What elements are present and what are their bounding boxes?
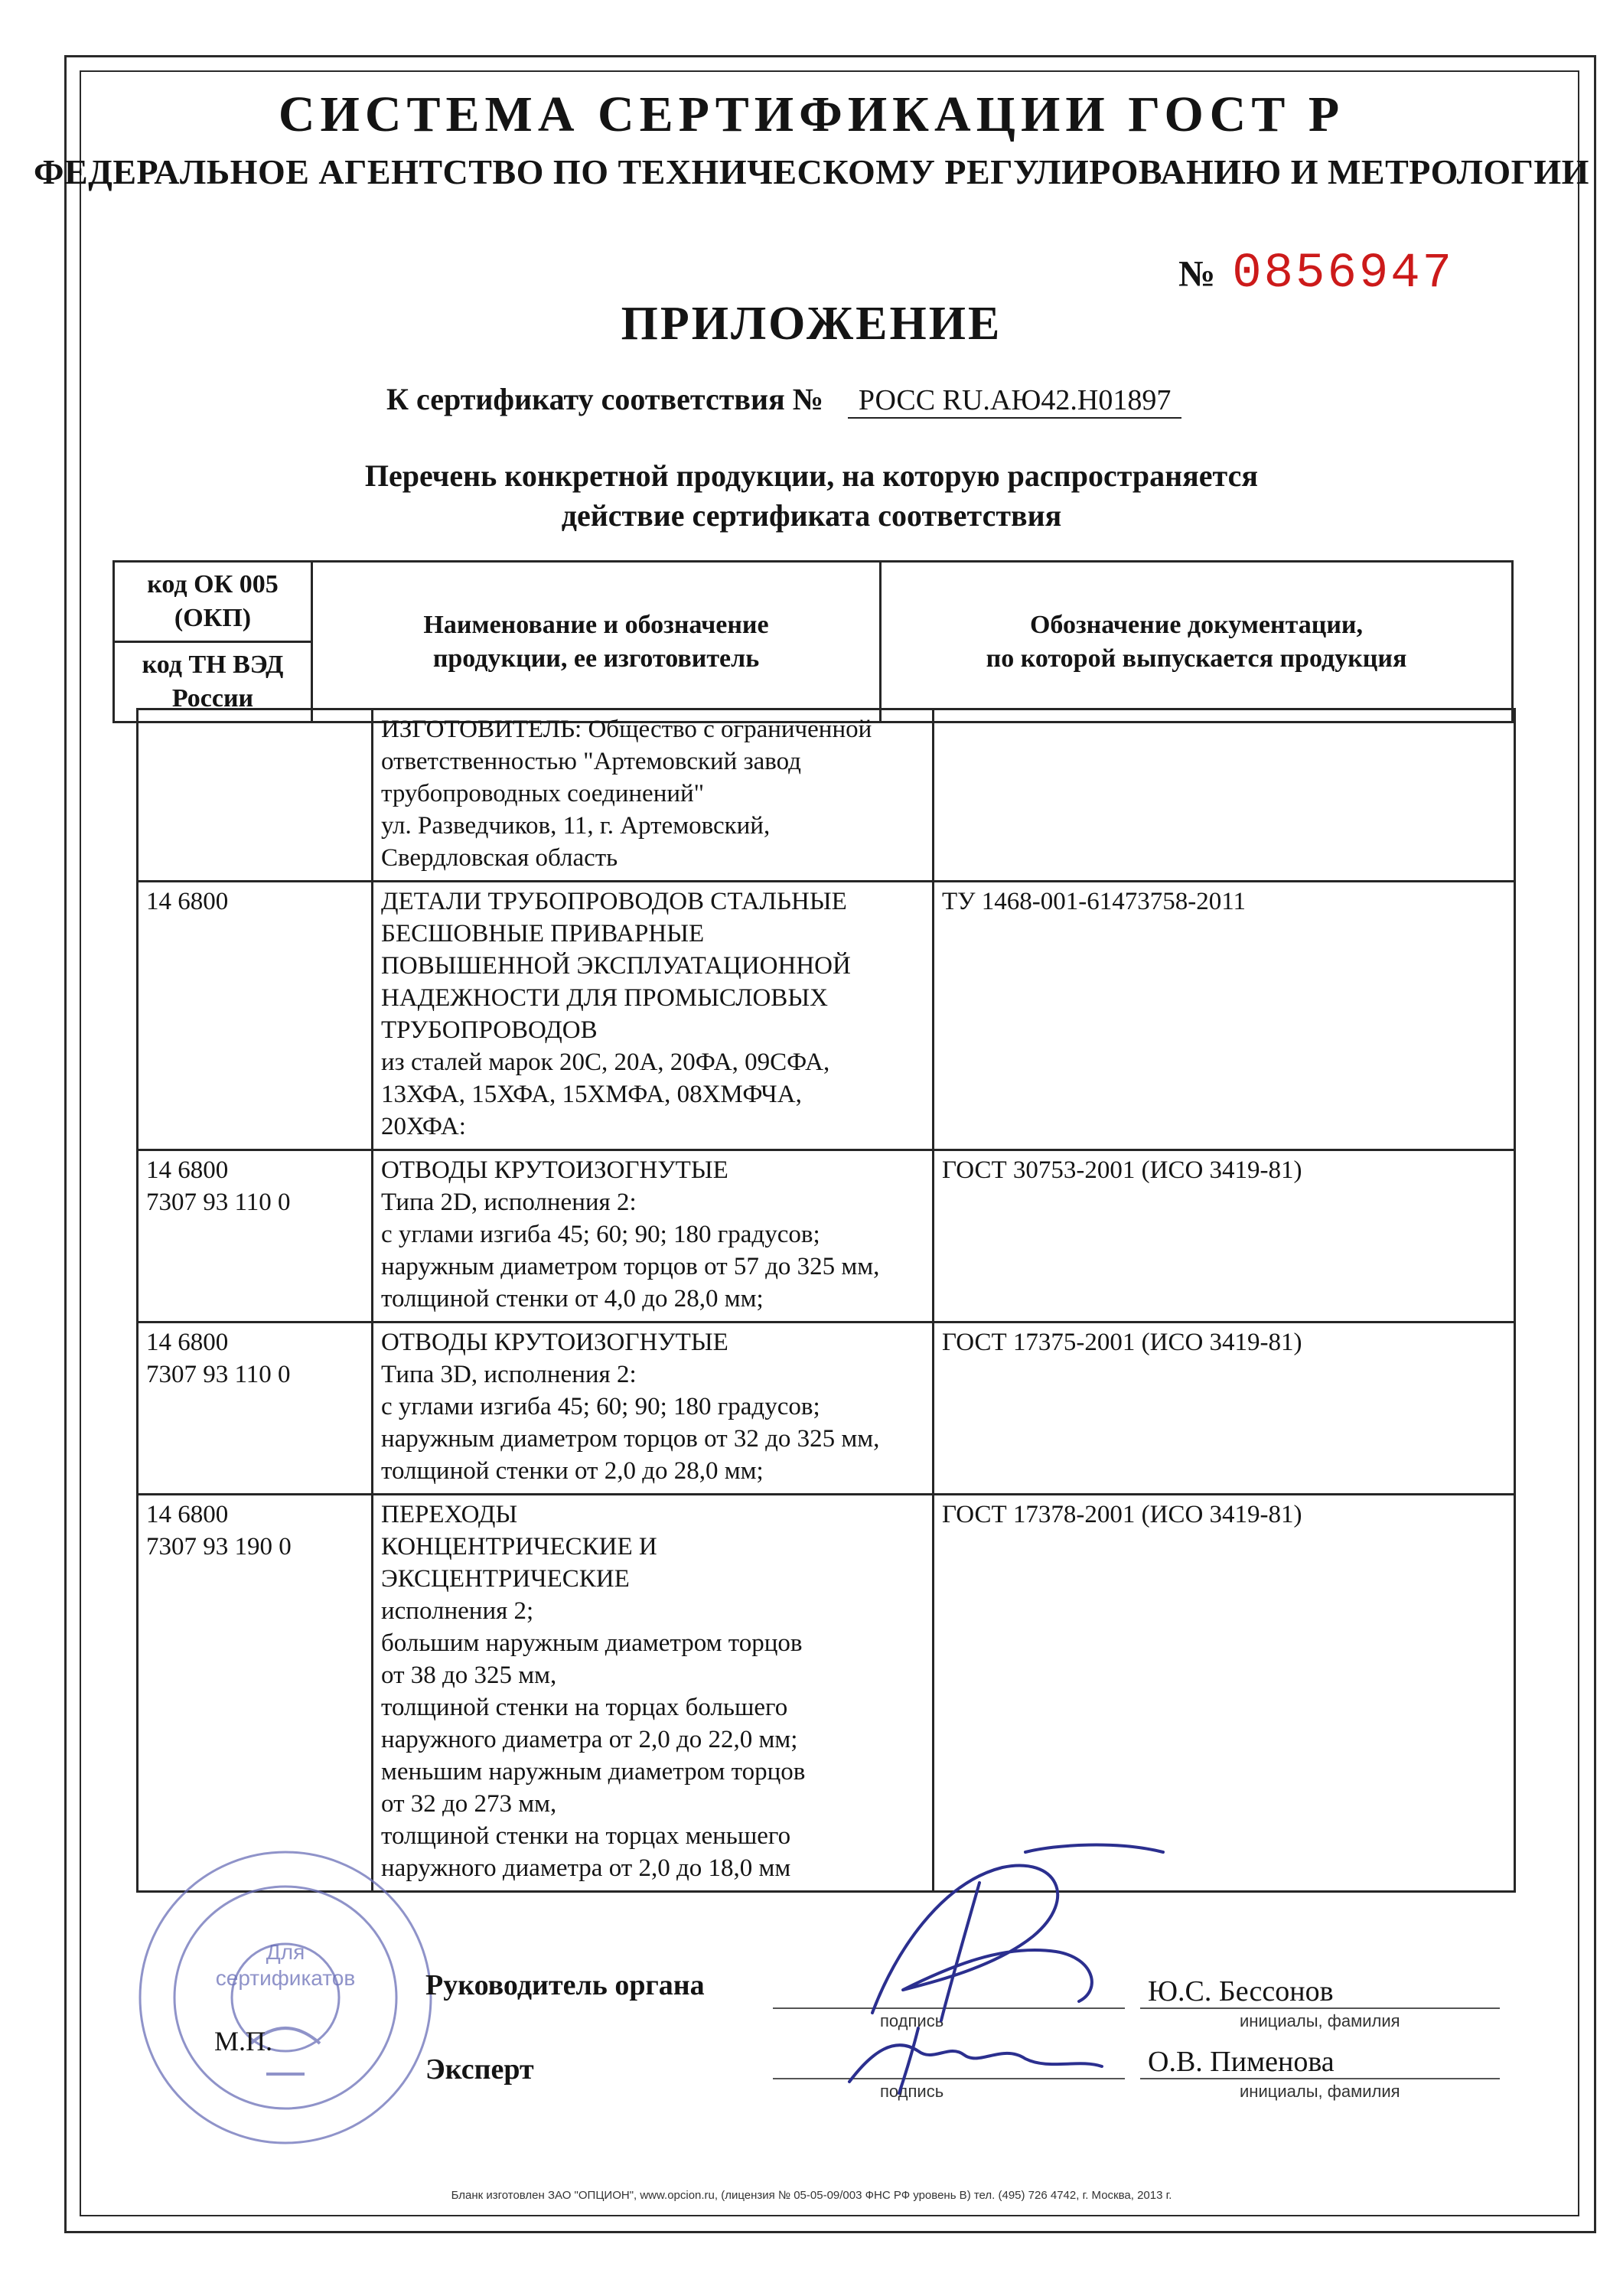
product-line: с углами изгиба 45; 60; 90; 180 градусов; [381, 1221, 820, 1248]
product-line: наружным диаметром торцов от 32 до 325 мм, [381, 1425, 880, 1453]
head-name-line [1140, 2007, 1500, 2009]
product-line: ТРУБОПРОВОДОВ [381, 1016, 598, 1044]
expert-signature-caption: подпись [880, 2082, 944, 2101]
product-line: толщиной стенки от 2,0 до 28,0 мм; [381, 1457, 764, 1485]
product-line: трубопроводных соединений" [381, 780, 705, 807]
product-line: большим наружным диаметром торцов [381, 1629, 803, 1657]
product-cell [373, 1322, 934, 1495]
product-cell [373, 1150, 934, 1322]
product-line: Типа 3D, исполнения 2: [381, 1361, 637, 1388]
product-line: ул. Разведчиков, 11, г. Артемовский, [381, 812, 771, 840]
agency-name: ФЕДЕРАЛЬНОЕ АГЕНТСТВО ПО ТЕХНИЧЕСКОМУ РЕГУЛИРОВАНИЮ И МЕТРОЛОГИИ [34, 152, 1589, 191]
document-code: ГОСТ 17375-2001 (ИСО 3419-81) [942, 1329, 1302, 1356]
product-line: наружным диаметром торцов от 57 до 325 мм, [381, 1253, 880, 1280]
stamp-text: Для [266, 1940, 305, 1964]
handwritten-signatures [826, 1837, 1178, 2097]
product-line: ИЗГОТОВИТЕЛЬ: Общество с ограниченной [381, 716, 872, 743]
document-cell [934, 1150, 1515, 1322]
appendix-title: ПРИЛОЖЕНИЕ [621, 298, 1002, 350]
product-line: от 38 до 325 мм, [381, 1662, 557, 1689]
product-line: НАДЕЖНОСТИ ДЛЯ ПРОМЫСЛОВЫХ [381, 984, 828, 1012]
product-cell [373, 1495, 934, 1892]
product-line: ОТВОДЫ КРУТОИЗОГНУТЫЕ [381, 1329, 728, 1356]
product-line: ПОВЫШЕННОЙ ЭКСПЛУАТАЦИОННОЙ [381, 952, 851, 980]
product-line: ПЕРЕХОДЫ [381, 1501, 518, 1528]
certificate-reference [386, 381, 1181, 419]
product-line: из сталей марок 20С, 20А, 20ФА, 09СФА, [381, 1049, 830, 1076]
document-cell [934, 709, 1515, 882]
code-cell [138, 882, 373, 1150]
tnved-code: 7307 93 110 0 [146, 1361, 291, 1388]
tnved-code: 7307 93 190 0 [146, 1533, 292, 1561]
header-docs [881, 562, 1513, 722]
expert-name-caption: инициалы, фамилия [1240, 2082, 1400, 2101]
product-line: наружного диаметра от 2,0 до 18,0 мм [381, 1854, 791, 1882]
table-row [138, 1495, 1515, 1892]
number-sign: № [1178, 253, 1216, 295]
head-name: Ю.С. Бессонов [1148, 1975, 1334, 2007]
code-cell [138, 1322, 373, 1495]
tnved-code: 7307 93 110 0 [146, 1189, 291, 1216]
form-number [1178, 246, 1454, 302]
product-line: 13ХФА, 15ХФА, 15ХМФА, 08ХМФЧА, [381, 1081, 802, 1108]
head-label: Руководитель органа [425, 1969, 705, 2001]
expert-name: О.В. Пименова [1148, 2046, 1335, 2078]
header-product-line: продукции, ее изготовитель [432, 644, 760, 673]
product-line: меньшим наружным диаметром торцов [381, 1758, 806, 1786]
header-code-tnved: код ТН ВЭД России [114, 642, 312, 722]
table-row [138, 1150, 1515, 1322]
form-number-value: 0856947 [1232, 246, 1455, 302]
product-line: 20ХФА: [381, 1113, 466, 1140]
product-table-body [138, 709, 1515, 1892]
header-product-line: Наименование и обозначение [423, 610, 769, 639]
table-row [138, 1322, 1515, 1495]
document-code: ГОСТ 30753-2001 (ИСО 3419-81) [942, 1156, 1302, 1184]
okp-code: 14 6800 [146, 888, 229, 915]
product-line: ЭКСЦЕНТРИЧЕСКИЕ [381, 1565, 630, 1593]
head-name-caption: инициалы, фамилия [1240, 2011, 1400, 2030]
certificate-number: РОСС RU.АЮ42.Н01897 [848, 383, 1181, 419]
product-line: КОНЦЕНТРИЧЕСКИЕ И [381, 1533, 657, 1561]
table-header [112, 560, 1514, 723]
table-row [138, 709, 1515, 882]
product-cell [373, 882, 934, 1150]
list-title-line: Перечень конкретной продукции, на которую распространяется [364, 458, 1259, 493]
product-line: исполнения 2; [381, 1597, 534, 1625]
okp-code: 14 6800 [146, 1501, 229, 1528]
header-code-okp: код ОК 005 (ОКП) [114, 562, 312, 642]
system-title: СИСТЕМА СЕРТИФИКАЦИИ ГОСТ Р [278, 86, 1345, 142]
product-line: БЕСШОВНЫЕ ПРИВАРНЫЕ [381, 920, 705, 947]
product-line: с углами изгиба 45; 60; 90; 180 градусов; [381, 1393, 820, 1420]
document-cell [934, 882, 1515, 1150]
code-cell [138, 1150, 373, 1322]
product-line: от 32 до 273 мм, [381, 1790, 557, 1818]
product-line: Свердловская область [381, 844, 618, 872]
product-line: толщиной стенки на торцах меньшего [381, 1822, 791, 1850]
certificate-label: К сертификату соответствия № [386, 382, 823, 416]
product-line: ответственностью "Артемовский завод [381, 748, 801, 775]
product-line: ДЕТАЛИ ТРУБОПРОВОДОВ СТАЛЬНЫЕ [381, 888, 847, 915]
document-code: ТУ 1468-001-61473758-2011 [942, 888, 1247, 915]
product-line: ОТВОДЫ КРУТОИЗОГНУТЫЕ [381, 1156, 728, 1184]
product-line: Типа 2D, исполнения 2: [381, 1189, 637, 1216]
list-title-line: действие сертификата соответствия [561, 498, 1062, 533]
product-line: наружного диаметра от 2,0 до 22,0 мм; [381, 1726, 798, 1753]
document-cell [934, 1495, 1515, 1892]
head-signature-caption: подпись [880, 2011, 944, 2030]
product-table [136, 708, 1516, 1893]
list-title [0, 456, 1623, 536]
okp-code: 14 6800 [146, 1329, 229, 1356]
document-code: ГОСТ 17378-2001 (ИСО 3419-81) [942, 1501, 1302, 1528]
product-cell [373, 709, 934, 882]
code-cell [138, 1495, 373, 1892]
document-cell [934, 1322, 1515, 1495]
seal-place-label: М.П. [214, 2026, 273, 2056]
certification-stamp [136, 1844, 435, 2151]
expert-name-line [1140, 2078, 1500, 2079]
table-row [138, 882, 1515, 1150]
header-docs-line: по которой выпускается продукция [986, 644, 1407, 673]
code-cell [138, 709, 373, 882]
okp-code: 14 6800 [146, 1156, 229, 1184]
product-line: толщиной стенки от 4,0 до 28,0 мм; [381, 1285, 764, 1313]
product-line: толщиной стенки на торцах большего [381, 1694, 788, 1721]
stamp-text: сертификатов [215, 1966, 356, 1990]
form-footer: Бланк изготовлен ЗАО "ОПЦИОН", www.opcion.ru, (лицензия № 05-05-09/003 ФНС РФ уровень В) тел. (495) 726 4742, г. Москва, 2013 г. [451, 2189, 1172, 2202]
expert-label: Эксперт [425, 2053, 534, 2086]
header-product [312, 562, 881, 722]
header-docs-line: Обозначение документации, [1029, 610, 1363, 639]
